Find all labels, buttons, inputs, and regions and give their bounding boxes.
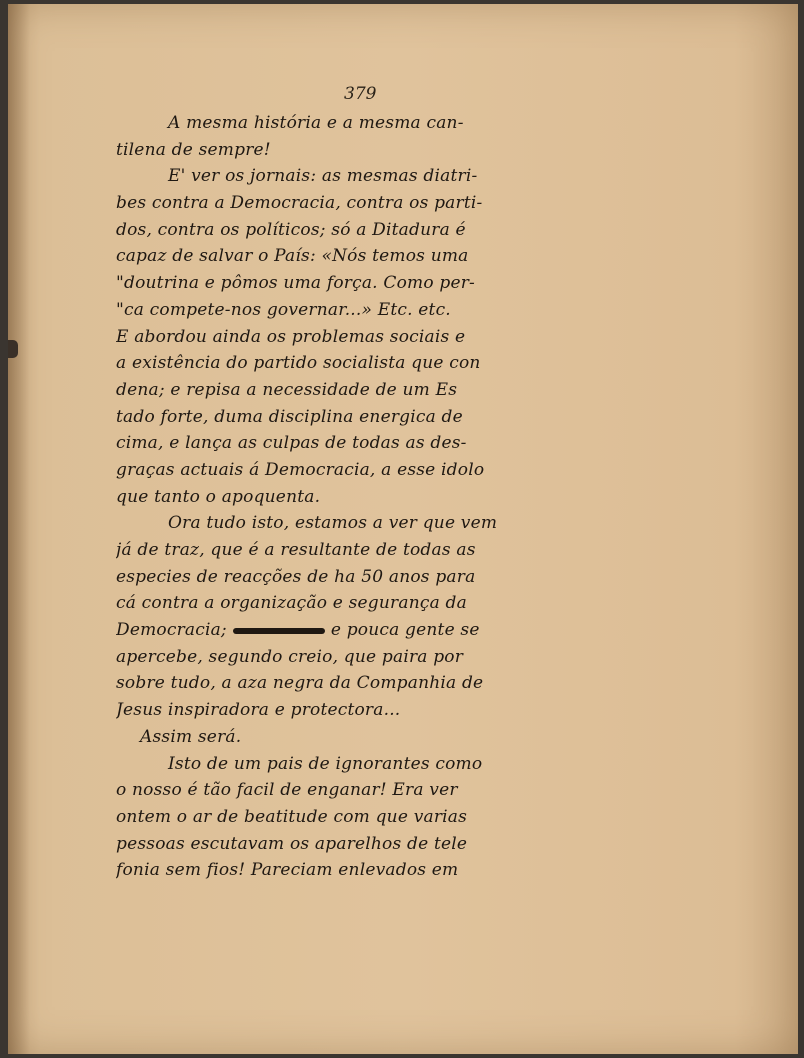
- text-line-content: sobre tudo, a aza negra da Companhia de: [116, 673, 484, 694]
- text-line: [116, 617, 606, 644]
- text-line: [116, 217, 606, 244]
- text-line-content: E' ver os jornais: as mesmas diatri-: [168, 166, 478, 187]
- text-line-content: fonia sem fios! Pareciam enlevados em: [116, 860, 459, 881]
- text-line: [116, 404, 606, 431]
- text-line: [116, 724, 606, 751]
- text-line: [116, 243, 606, 270]
- text-line-content: a existência do partido socialista que con: [116, 353, 481, 374]
- text-line: [116, 110, 606, 137]
- text-line: [116, 457, 606, 484]
- text-line-content: A mesma história e a mesma can-: [168, 113, 464, 133]
- text-line-content: pessoas escutavam os aparelhos de tele: [116, 833, 468, 854]
- text-line-content: Jesus inspiradora e protectora...: [116, 700, 401, 721]
- handwritten-text-block: [116, 110, 606, 884]
- text-line: [116, 430, 606, 457]
- text-line: [116, 857, 606, 884]
- text-line-continuation: e pouca gente se: [330, 620, 480, 641]
- text-line: [116, 564, 606, 591]
- text-line: [116, 831, 606, 858]
- text-line: [116, 377, 606, 404]
- text-line: [116, 190, 606, 217]
- page-number: 379: [344, 84, 377, 104]
- text-line: [116, 324, 606, 351]
- text-line-content: bes contra a Democracia, contra os parti-: [116, 193, 483, 214]
- page-binding-shadow: [8, 4, 30, 1054]
- text-line-content: Isto de um pais de ignorantes como: [168, 753, 483, 774]
- text-line-content: cima, e lança as culpas de todas as des-: [116, 433, 467, 454]
- text-line-content: "doutrina e pômos uma força. Como per-: [116, 273, 475, 294]
- text-line: [116, 163, 606, 190]
- text-line-content: o nosso é tão facil de enganar! Era ver: [116, 780, 458, 801]
- text-line-content: Democracia;: [116, 620, 227, 641]
- text-line: [116, 537, 606, 564]
- text-line: [116, 510, 606, 537]
- text-line: [116, 270, 606, 297]
- text-line: [116, 350, 606, 377]
- text-line-content: Assim será.: [140, 726, 242, 747]
- text-line: [116, 751, 606, 778]
- text-line-content: graças actuais á Democracia, a esse idolo: [116, 459, 485, 480]
- text-line-content: que tanto o apoquenta.: [116, 486, 321, 507]
- text-line-content: tilena de sempre!: [116, 139, 271, 160]
- text-line-content: dos, contra os políticos; só a Ditadura é: [116, 219, 466, 240]
- text-line-content: já de traz, que é a resultante de todas as: [116, 540, 476, 560]
- text-line-content: cá contra a organização e segurança da: [116, 593, 467, 614]
- text-line-content: "ca compete-nos governar...» Etc. etc.: [116, 299, 451, 320]
- text-line: [116, 697, 606, 724]
- text-line: [116, 137, 606, 164]
- text-line: [116, 644, 606, 671]
- text-line: [116, 777, 606, 804]
- text-line-content: ontem o ar de beatitude com que varias: [116, 806, 468, 827]
- text-line-content: E abordou ainda os problemas sociais e: [116, 326, 466, 347]
- text-line: [116, 804, 606, 831]
- manuscript-page: [8, 4, 798, 1054]
- text-line: [116, 484, 606, 511]
- text-line-content: tado forte, duma disciplina energica de: [116, 406, 463, 427]
- text-line: [116, 297, 606, 324]
- text-line: [116, 670, 606, 697]
- text-line-content: Ora tudo isto, estamos a ver que vem: [168, 513, 498, 534]
- text-line-content: apercebe, segundo creio, que paira por: [116, 646, 464, 667]
- text-line: [116, 590, 606, 617]
- text-line-content: especies de reacções de ha 50 anos para: [116, 566, 476, 587]
- text-line-content: capaz de salvar o País: «Nós temos uma: [116, 246, 469, 267]
- struck-out-word: [233, 628, 325, 634]
- text-line-content: dena; e repisa a necessidade de um Es: [116, 379, 458, 400]
- binding-hole: [8, 340, 18, 358]
